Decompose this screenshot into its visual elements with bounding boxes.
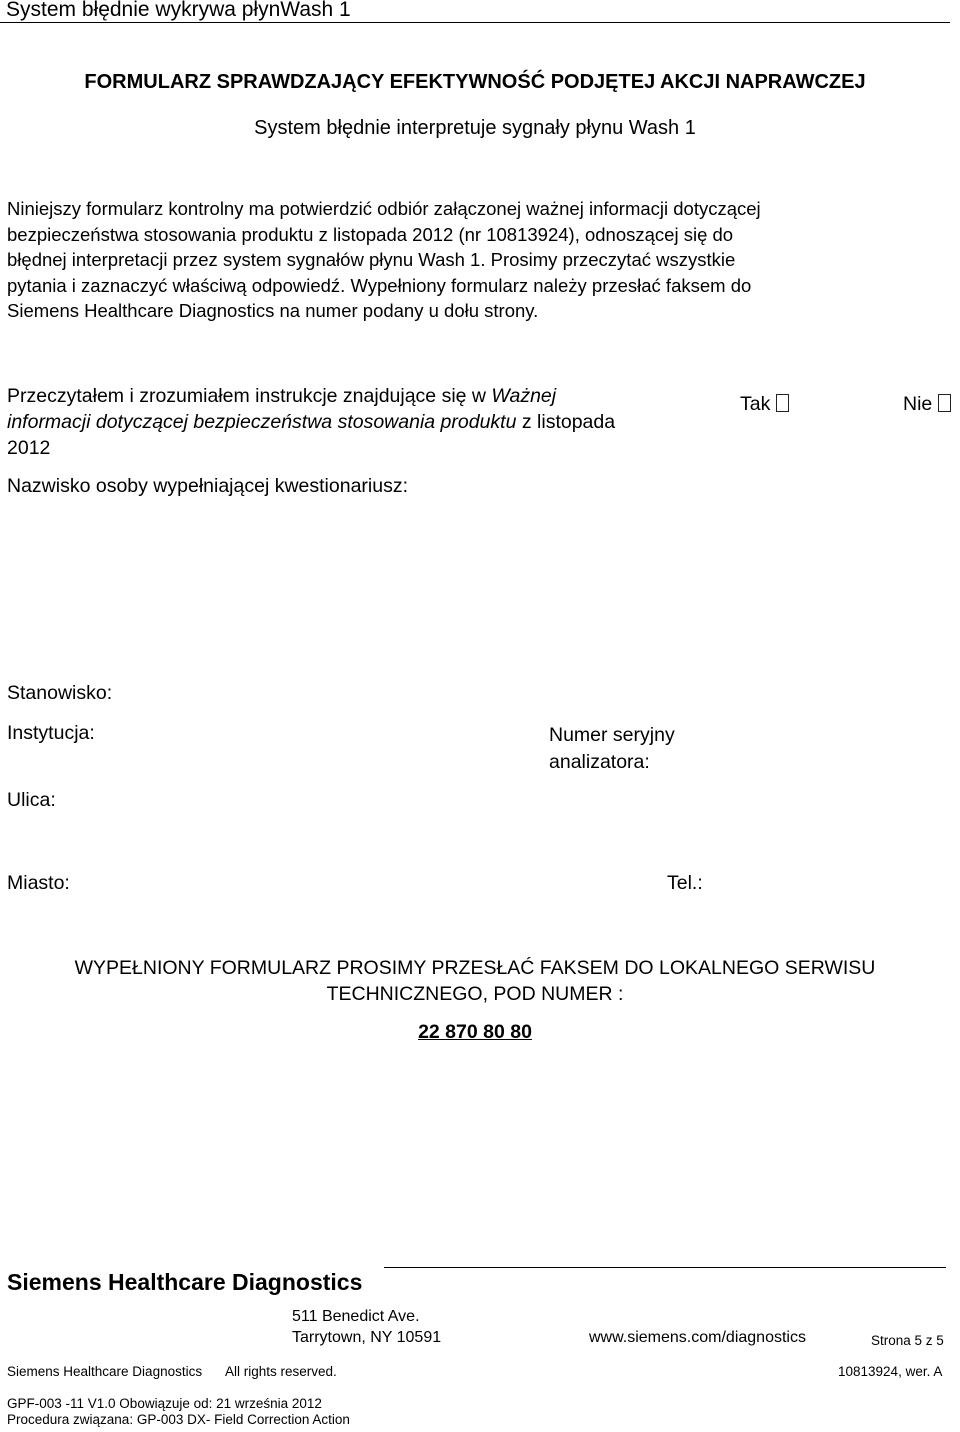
position-field-label: Stanowisko: [7, 682, 113, 704]
footer-company-small: Siemens Healthcare Diagnostics [7, 1364, 203, 1379]
header-title: System błędnie wykrywa płynWash 1 [6, 0, 351, 21]
intro-line: Niniejszy formularz kontrolny ma potwierdzić odbiór załączonej ważnej informacji dotyczącej [7, 198, 761, 219]
form-title: FORMULARZ SPRAWDZAJĄCY EFEKTYWNOŚĆ PODJĘTEJ AKCJI NAPRAWCZEJ [84, 71, 866, 93]
footer-website: www.siemens.com/diagnostics [589, 1329, 806, 1346]
intro-line: pytania i zaznaczyć właściwą odpowiedź. Wypełniony formularz należy przesłać faksem do [7, 274, 752, 296]
header-rule [0, 22, 950, 23]
city-field-label: Miasto: [7, 872, 70, 894]
footer-rights: All rights reserved. [225, 1364, 337, 1379]
confirm-text: z listopada [516, 411, 616, 433]
phone-field-label: Tel.: [667, 872, 703, 894]
confirm-line-1 [7, 383, 707, 409]
footer-procedure: Procedura związana: GP-003 DX- Field Correction Action [7, 1412, 350, 1427]
serial-label-line: Numer seryjny [549, 724, 675, 746]
footer-address-line: 511 Benedict Ave. [292, 1308, 420, 1325]
fax-number: 22 870 80 80 [418, 1021, 532, 1043]
yes-checkbox[interactable] [776, 394, 789, 412]
no-checkbox[interactable] [938, 394, 951, 412]
confirm-text-italic: informacji dotyczącej bezpieczeństwa stosowania produktu [7, 411, 517, 433]
footer-address-line: Tarrytown, NY 10591 [292, 1329, 442, 1346]
confirm-line-3: 2012 [7, 437, 51, 459]
fax-instruction [0, 955, 950, 1007]
confirm-text-italic: Ważnej [491, 385, 557, 407]
confirm-line-2 [7, 409, 707, 435]
yes-label: Tak [740, 393, 771, 415]
no-option[interactable] [903, 393, 951, 416]
footer-doc-ref: 10813924, wer. A [838, 1364, 943, 1379]
intro-line: błędnej interpretacji przez system sygnałów płynu Wash 1. Prosimy przeczytać wszystkie [7, 249, 736, 270]
form-subtitle: System błędnie interpretuje sygnały płynu Wash 1 [254, 117, 696, 139]
page-number: Strona 5 z 5 [871, 1333, 944, 1348]
footer-company: Siemens Healthcare Diagnostics [7, 1269, 363, 1295]
intro-paragraph [7, 196, 957, 324]
institution-field-label: Instytucja: [7, 722, 95, 744]
confirm-statement [7, 383, 707, 461]
intro-line: Siemens Healthcare Diagnostics na numer podany u dołu strony. [7, 300, 539, 321]
intro-line: bezpieczeństwa stosowania produktu z listopada 2012 (nr 10813924), odnoszącej się do [7, 223, 734, 245]
confirm-text: Przeczytałem i zrozumiałem instrukcje znajdujące się w [7, 385, 492, 407]
serial-number-field-label [549, 722, 675, 776]
name-field-label: Nazwisko osoby wypełniającej kwestionariusz: [7, 475, 409, 497]
footer-rule [384, 1267, 946, 1268]
instruction-line: TECHNICZNEGO, POD NUMER : [326, 983, 624, 1005]
footer-gpf: GPF-003 -11 V1.0 Obowiązuje od: 21 września 2012 [7, 1396, 322, 1411]
no-label: Nie [903, 393, 933, 415]
instruction-line: WYPEŁNIONY FORMULARZ PROSIMY PRZESŁAĆ FAKSEM DO LOKALNEGO SERWISU [74, 957, 876, 979]
yes-option[interactable] [740, 393, 789, 416]
serial-label-line: analizatora: [549, 751, 650, 773]
street-field-label: Ulica: [7, 789, 56, 811]
